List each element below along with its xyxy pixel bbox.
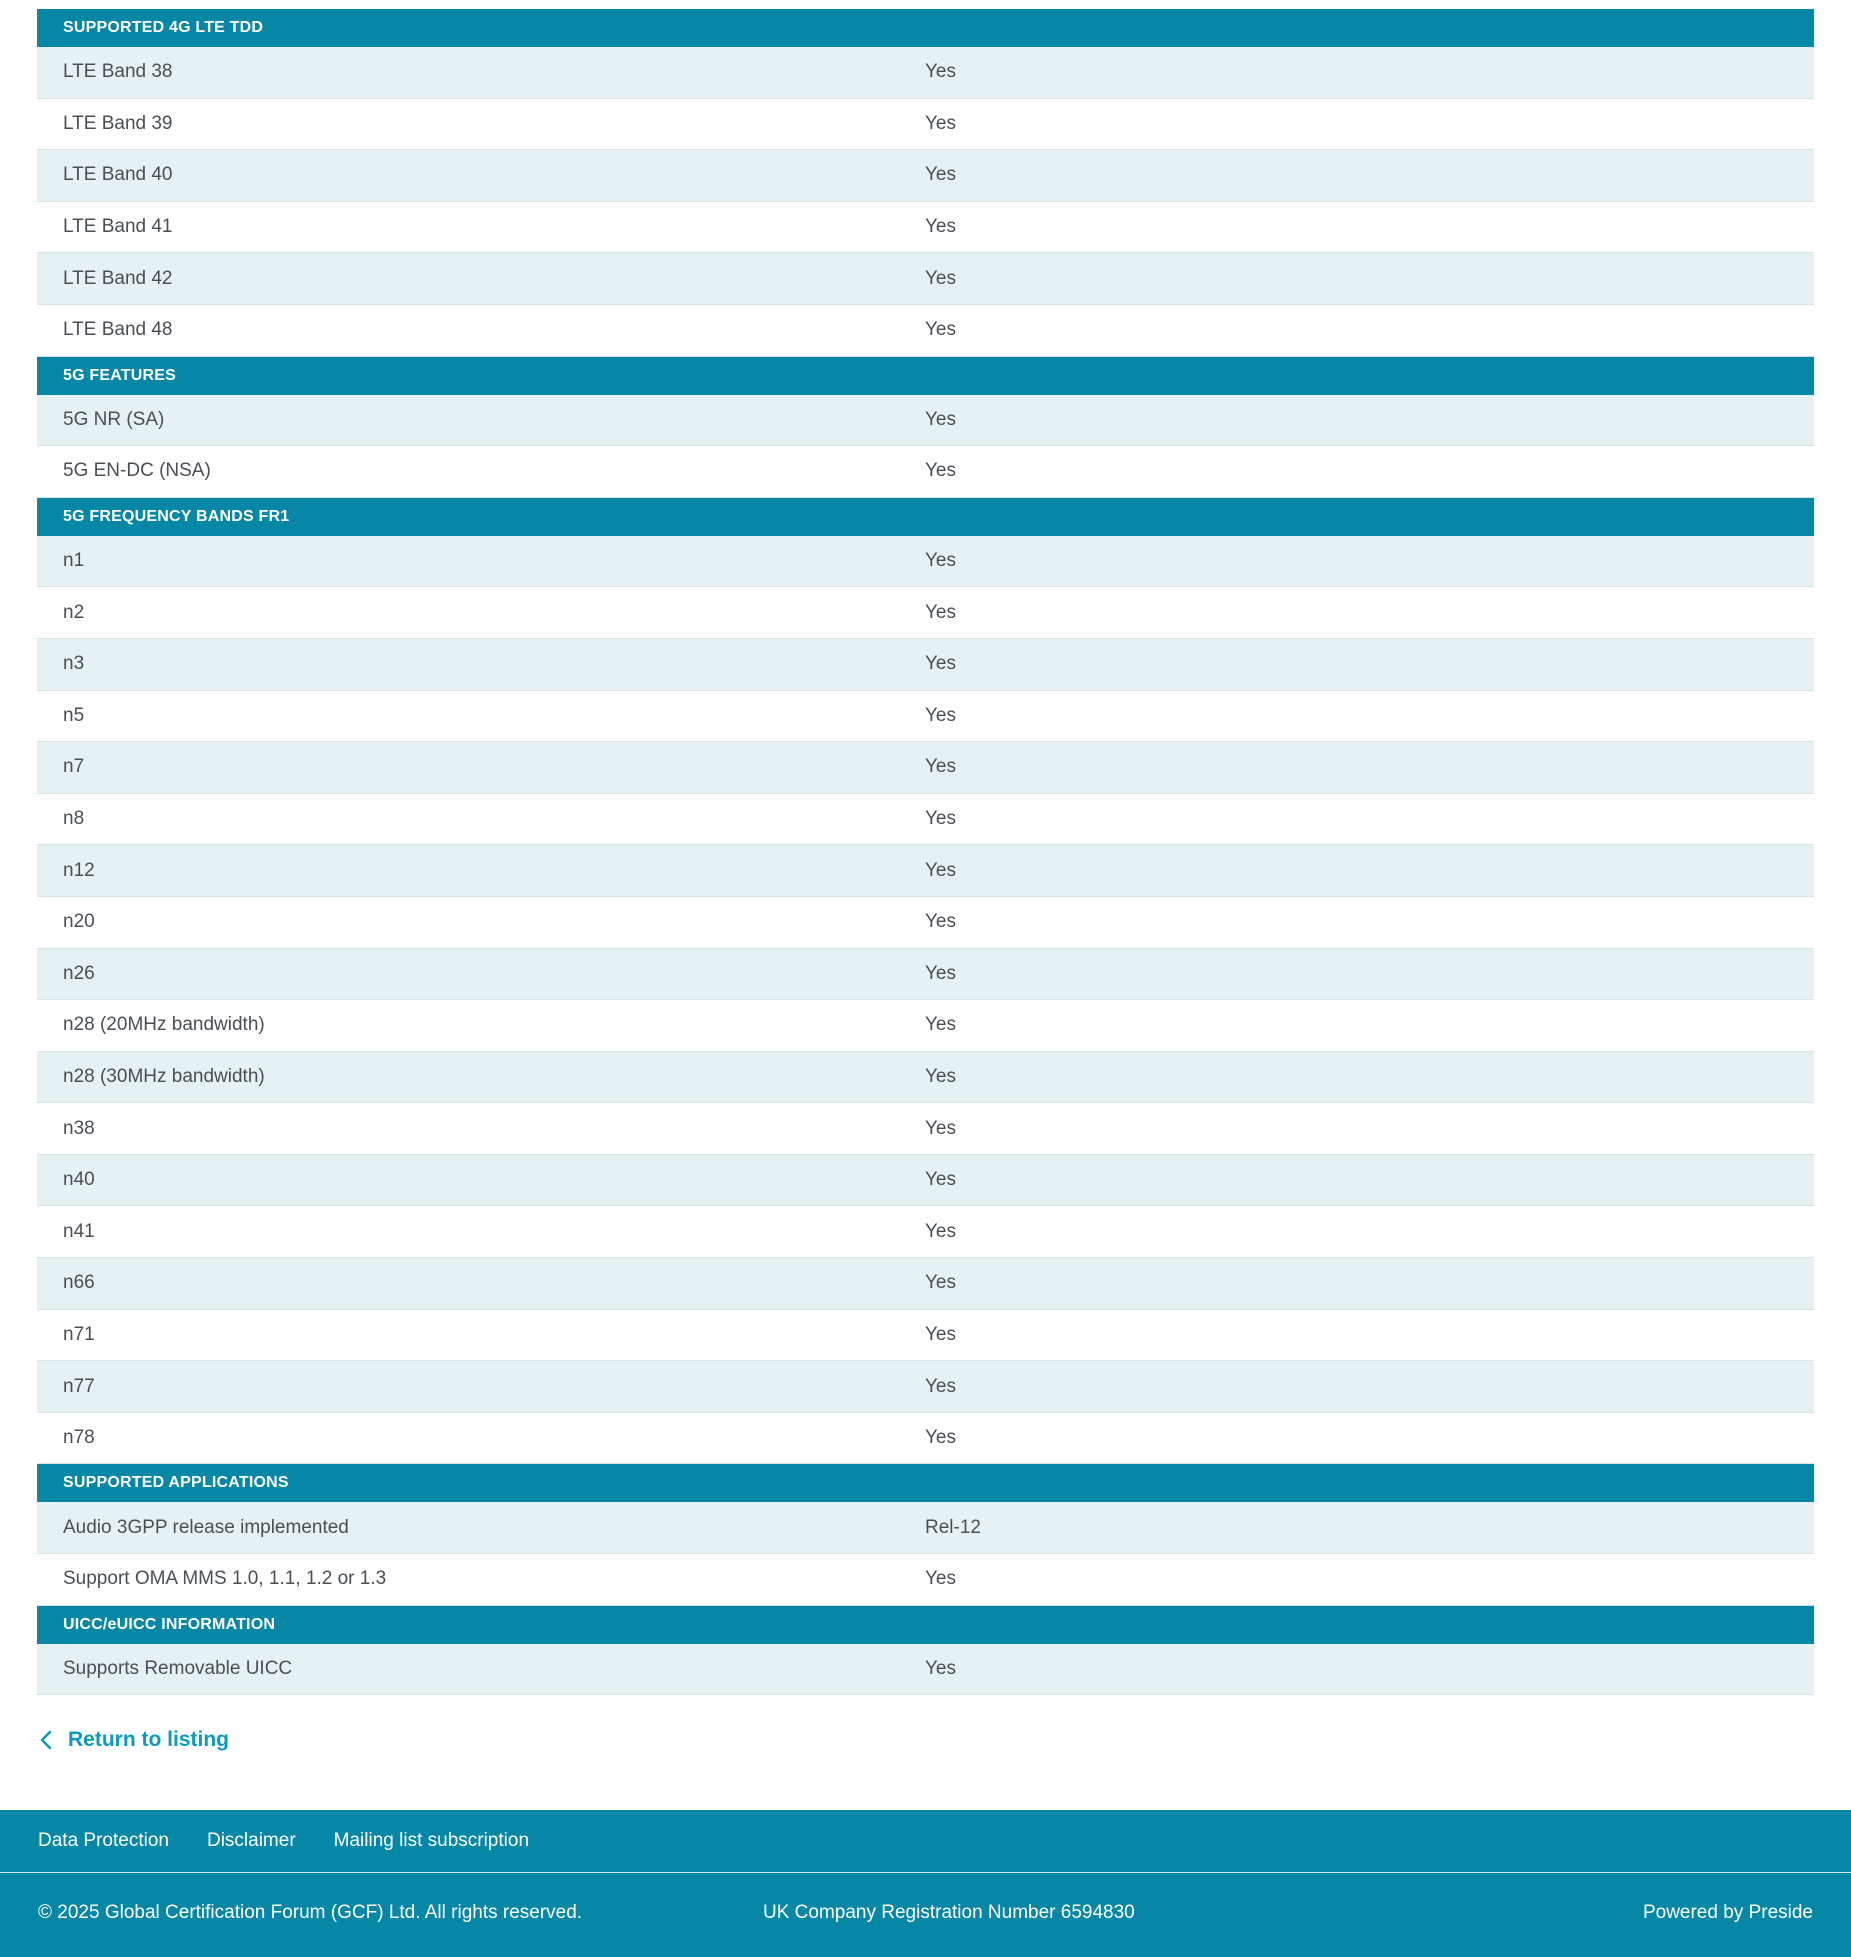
footer-bottom [0,1873,1851,1957]
table-row [37,1310,1814,1362]
row-value: Yes [925,460,956,482]
table-row [37,691,1814,743]
company-registration-text: UK Company Registration Number 6594830 [763,1902,1135,1923]
row-value: Yes [925,1657,956,1679]
row-label: n78 [63,1427,95,1449]
table-row [37,1413,1814,1465]
table-row [37,99,1814,151]
table-row [37,1103,1814,1155]
table-row [37,253,1814,305]
row-label: n3 [63,653,85,675]
row-label: LTE Band 39 [63,112,173,134]
return-to-listing-link[interactable] [40,1728,229,1752]
row-label: n20 [63,911,95,933]
row-label: n77 [63,1375,95,1397]
table-row [37,587,1814,639]
row-label: Supports Removable UICC [63,1657,293,1679]
row-value: Rel-12 [925,1516,981,1538]
row-value: Yes [925,1568,956,1590]
row-label: 5G NR (SA) [63,408,165,430]
row-label: n12 [63,859,95,881]
row-value: Yes [925,1117,956,1139]
row-value: Yes [925,1427,956,1449]
copyright-text: © 2025 Global Certification Forum (GCF) Ltd. All rights reserved. [38,1902,583,1923]
row-value: Yes [925,1220,956,1242]
table-row [37,1502,1814,1554]
table-row [37,1000,1814,1052]
row-label: n28 (20MHz bandwidth) [63,1014,265,1036]
return-to-listing-label: Return to listing [68,1728,229,1751]
row-label: LTE Band 42 [63,267,173,289]
row-value: Yes [925,1065,956,1087]
table-row [37,949,1814,1001]
section-header: SUPPORTED 4G LTE TDD [37,9,1814,47]
footer-link-disclaimer[interactable]: Disclaimer [206,1830,296,1851]
row-label: LTE Band 41 [63,216,173,238]
section-header: 5G FREQUENCY BANDS FR1 [37,498,1814,536]
row-value: Yes [925,164,956,186]
row-value: Yes [925,550,956,572]
row-label: n41 [63,1220,95,1242]
table-row [37,897,1814,949]
table-row [37,794,1814,846]
row-label: n8 [63,808,85,830]
row-value: Yes [925,216,956,238]
row-value: Yes [925,1169,956,1191]
row-value: Yes [925,653,956,675]
table-row [37,1644,1814,1696]
row-value: Yes [925,1272,956,1294]
row-label: Audio 3GPP release implemented [63,1516,349,1538]
row-value: Yes [925,601,956,623]
row-label: n71 [63,1323,95,1345]
section-header: SUPPORTED APPLICATIONS [37,1464,1814,1502]
row-value: Yes [925,704,956,726]
row-value: Yes [925,1323,956,1345]
footer-nav [0,1810,1851,1873]
table-row [37,1052,1814,1104]
row-label: n2 [63,601,85,623]
table-row [37,305,1814,357]
row-label: n26 [63,962,95,984]
row-value: Yes [925,756,956,778]
row-label: LTE Band 40 [63,164,173,186]
row-value: Yes [925,962,956,984]
row-label: n28 (30MHz bandwidth) [63,1065,265,1087]
row-label: n5 [63,704,85,726]
table-row [37,1554,1814,1606]
row-label: LTE Band 48 [63,319,173,341]
footer-link-mailing-list[interactable]: Mailing list subscription [333,1830,530,1851]
table-row [37,845,1814,897]
row-label: LTE Band 38 [63,61,173,83]
row-value: Yes [925,808,956,830]
row-value: Yes [925,112,956,134]
row-label: n1 [63,550,85,572]
table-row [37,1155,1814,1207]
footer-link-data-protection[interactable]: Data Protection [38,1830,169,1851]
table-row [37,639,1814,691]
table-row [37,742,1814,794]
row-label: Support OMA MMS 1.0, 1.1, 1.2 or 1.3 [63,1568,387,1590]
chevron-left-icon [40,1730,52,1750]
table-row [37,1206,1814,1258]
table-row [37,536,1814,588]
section-header: UICC/eUICC INFORMATION [37,1606,1814,1644]
table-row [37,47,1814,99]
row-value: Yes [925,408,956,430]
row-value: Yes [925,61,956,83]
table-row [37,150,1814,202]
section-header: 5G FEATURES [37,357,1814,395]
row-label: n38 [63,1117,95,1139]
row-label: n40 [63,1169,95,1191]
table-row [37,1361,1814,1413]
row-value: Yes [925,1375,956,1397]
row-label: 5G EN-DC (NSA) [63,460,211,482]
row-value: Yes [925,267,956,289]
table-row [37,1258,1814,1310]
row-value: Yes [925,319,956,341]
row-value: Yes [925,1014,956,1036]
powered-by-text: Powered by Preside [1642,1902,1813,1923]
specifications-table [37,9,1814,1695]
table-row [37,446,1814,498]
row-value: Yes [925,911,956,933]
row-value: Yes [925,859,956,881]
row-label: n66 [63,1272,95,1294]
row-label: n7 [63,756,85,778]
table-row [37,395,1814,447]
table-row [37,202,1814,254]
site-footer [0,1810,1851,1957]
